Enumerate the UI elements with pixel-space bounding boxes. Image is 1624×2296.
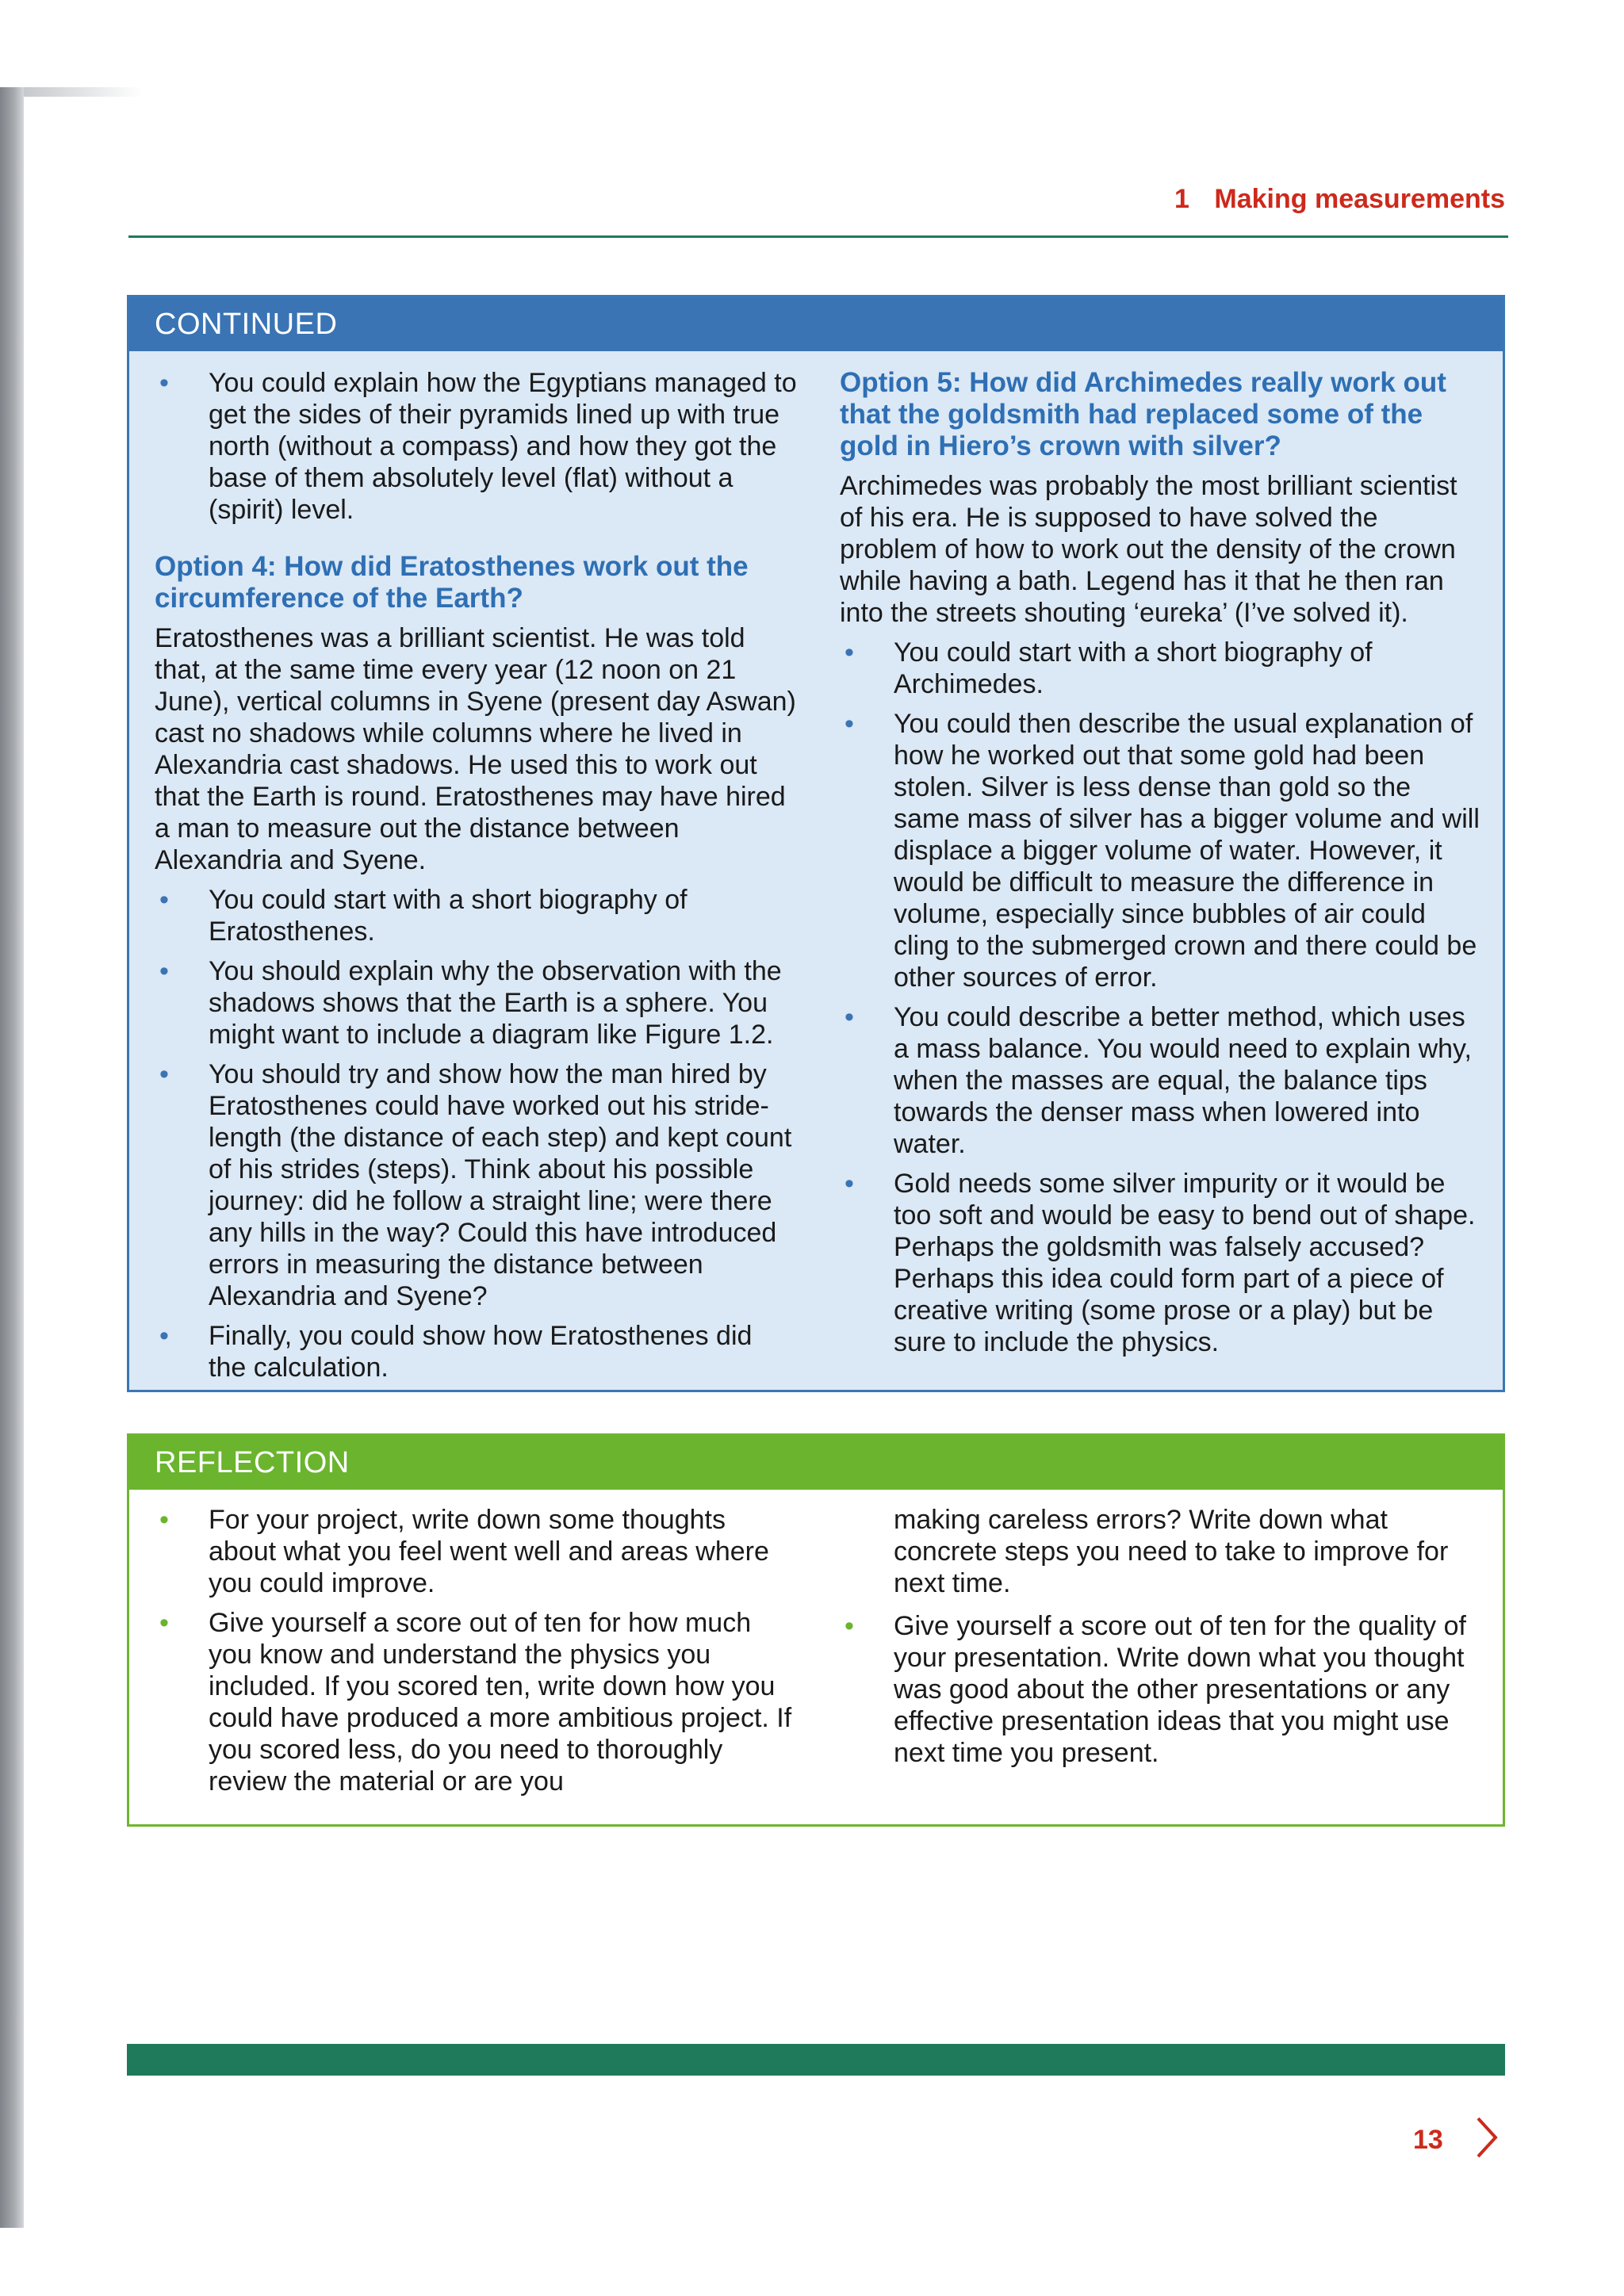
egypt-bullet-list (155, 367, 797, 526)
chapter-number: 1 (1174, 184, 1189, 214)
reflection-left-column (155, 1504, 797, 1805)
reflection-box (127, 1433, 1505, 1827)
chevron-right-icon (1475, 2115, 1499, 2164)
reflection-continuation-text: making careless errors? Write down what concrete steps you need to take to improve for next time. (894, 1505, 1449, 1598)
spine-edge (24, 87, 143, 97)
reflection-left-list (155, 1504, 797, 1797)
continued-box (127, 295, 1505, 1392)
list-item: • You could start with a short biography of Archimedes. (840, 637, 1482, 700)
chapter-title: Making measurements (1214, 184, 1505, 214)
list-item: • For your project, write down some thoughts about what you feel went well and areas where you could improve. (155, 1504, 797, 1599)
list-item: • You could then describe the usual explanation of how he worked out that some gold had been stolen. Silver is less dense than gold so the same mass of silver has a bigger volume and will displace a bigger volume of water. However, it would be difficult to measure the difference in volume, especially since bubbles of air could cling to the submerged crown and there could be other sources of error. (840, 708, 1482, 993)
reflection-right-list (840, 1610, 1482, 1769)
option-5-bullet-list (840, 637, 1482, 1358)
running-head (1174, 184, 1505, 215)
list-item: • You should try and show how the man hired by Eratosthenes could have worked out his stride-length (the distance of each step) and kept count of his strides (steps). Think about his possible journey: did he follow a straight line; were there any hills in the way? Could this have introduced errors in measuring the distance between Alexandria and Syene? (155, 1058, 797, 1312)
reflection-header: REFLECTION (129, 1436, 1503, 1490)
page-number: 13 (1413, 2125, 1443, 2155)
footer-band (127, 2044, 1505, 2076)
list-item: • Gold needs some silver impurity or it would be too soft and would be easy to bend out of shape. Perhaps the goldsmith was falsely accused? Perhaps this idea could form part of a piece of creative writing (some prose or a play) but be sure to include the physics. (840, 1168, 1482, 1358)
option-5-text: Archimedes was probably the most brilliant scientist of his era. He is supposed to have solved the problem of how to work out the density of the crown while having a bath. Legend has it that he then ran into the streets shouting ‘eureka’ (I’ve solved it). (840, 471, 1457, 628)
option-4-heading: Option 4: How did Eratosthenes work out the circumference of the Earth? (155, 551, 749, 614)
continued-left-column (155, 367, 797, 1391)
list-item: • You could describe a better method, which uses a mass balance. You would need to explain why, when the masses are equal, the balance tips towards the denser mass when lowered into water. (840, 1001, 1482, 1160)
list-item: • You could explain how the Egyptians managed to get the sides of their pyramids lined up with true north (without a compass) and how they got the base of them absolutely level (flat) without a (spirit) level. (155, 367, 797, 526)
list-item: • You should explain why the observation with the shadows shows that the Earth is a sphere. You might want to include a diagram like Figure 1.2. (155, 955, 797, 1050)
list-item: • Give yourself a score out of ten for how much you know and understand the physics you included. If you scored ten, write down how you could have produced a more ambitious project. If you scored less, do you need to thoroughly review the material or are you (155, 1607, 797, 1797)
reflection-right-column (840, 1504, 1482, 1777)
option-5-heading: Option 5: How did Archimedes really work out that the goldsmith had replaced some of the gold in Hiero’s crown with silver? (840, 367, 1446, 461)
list-item: • Finally, you could show how Eratosthenes did the calculation. (155, 1320, 797, 1383)
header-rule (128, 235, 1508, 238)
option-4-text: Eratosthenes was a brilliant scientist. He was told that, at the same time every year (12 noon on 21 June), vertical columns in Syene (present day Aswan) cast no shadows while columns where he lived in Alexandria cast shadows. He used this to work out that the Earth is round. Eratosthenes may have hired a man to measure out the distance between Alexandria and Syene. (155, 623, 796, 875)
book-spine-shadow (0, 87, 24, 2228)
continued-header: CONTINUED (129, 297, 1503, 351)
continued-right-column (840, 367, 1482, 1366)
list-item: • Give yourself a score out of ten for the quality of your presentation. Write down what you thought was good about the other presentations or any effective presentation ideas that you might use next time you present. (840, 1610, 1482, 1769)
option-4-bullet-list (155, 884, 797, 1383)
list-item: • You could start with a short biography of Eratosthenes. (155, 884, 797, 947)
